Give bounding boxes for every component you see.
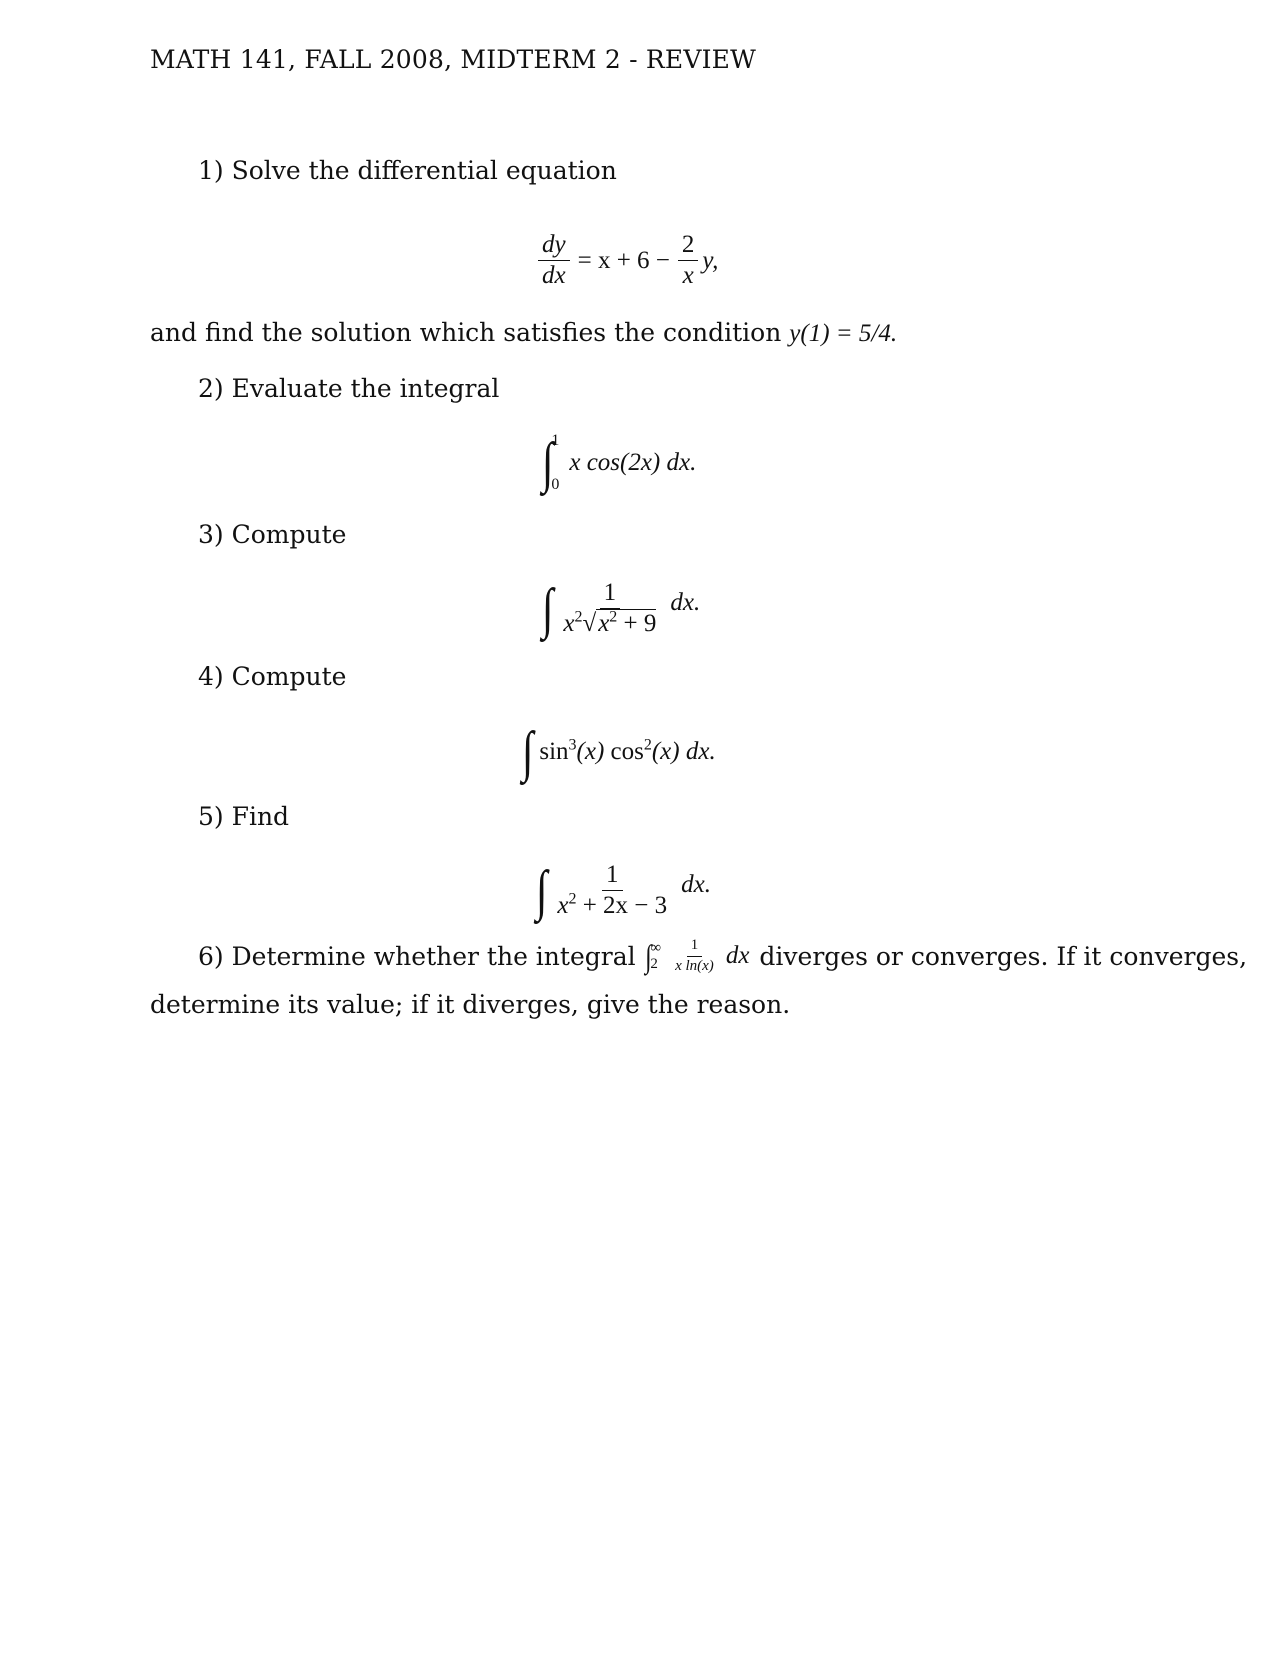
upper-limit: 1 [551,432,560,449]
problem-6-line-2: determine its value; if it diverges, give the reason. [150,990,791,1019]
problem-1-followup [150,318,897,348]
upper-limit: ∞ [650,939,662,956]
fraction-numerator: dy [538,232,570,261]
sqrt-icon: √ [582,610,597,638]
problem-6-line-1 [198,938,1247,975]
followup-text: and find the solution which satisfies the condition [150,318,782,347]
integral-sign: ∫ [521,721,534,783]
differential: dx. [685,738,716,765]
problem-2-integral [540,432,696,494]
den-base: x [563,610,575,638]
problem-2-intro: 2) Evaluate the integral [198,374,500,403]
lower-limit: 2 [650,956,658,973]
problem-6-rest: diverges or converges. If it converges, [759,941,1248,971]
cos-argument: (x) [651,738,680,765]
sin-argument: (x) [576,738,605,765]
problem-3-integral [540,577,701,640]
page-title: MATH 141, FALL 2008, MIDTERM 2 - REVIEW [150,45,757,74]
differential: dx. [670,588,701,616]
differential: dx [725,942,750,970]
fraction-denominator [559,609,660,637]
fraction-denominator: x [682,262,694,290]
den-exponent: 2 [574,608,583,626]
equation-tail: y, [702,246,719,274]
initial-condition: y(1) = 5/4. [789,320,898,347]
fraction-denominator: dx [542,262,566,290]
problem-3-intro: 3) Compute [198,520,347,549]
fraction-numerator: 1 [687,938,703,957]
fraction-numerator: 1 [602,862,623,891]
integrand-fraction [553,862,671,920]
sqrt-body [596,609,656,637]
equation-middle: = x + 6 − [577,246,670,274]
problem-5-intro: 5) Find [198,802,290,831]
integral-sign: ∫ [541,432,554,494]
cos-exponent: 2 [643,736,652,754]
sqrt-base: x [598,610,610,638]
problem-4-integral [520,721,716,783]
differential: dx. [681,870,712,898]
fraction-denominator [553,891,671,919]
lower-limit: 0 [551,476,560,493]
dy-dx-fraction [538,232,570,290]
integrand [539,738,715,766]
sqrt-tail: + 9 [617,610,657,638]
two-over-x-fraction [678,232,699,290]
integral-sign: ∫ [535,859,548,922]
integrand-fraction [671,938,718,975]
problem-5-integral [534,859,712,922]
sin-exponent: 3 [568,736,577,754]
fraction-denominator: x ln(x) [675,957,714,974]
integrand-fraction [559,580,660,638]
den-exponent: 2 [568,890,577,908]
fraction-numerator: 2 [678,232,699,261]
integral-sign: ∫ [644,938,652,975]
integrand: x cos(2x) dx. [569,449,697,476]
sqrt-exponent: 2 [609,608,618,626]
inline-integral [644,938,750,975]
problem-1-equation [534,232,718,290]
den-rest: + 2x − 3 [576,892,668,920]
integral-limits [650,940,661,973]
integral-sign: ∫ [541,577,554,640]
problem-4-intro: 4) Compute [198,662,347,691]
fraction-numerator: 1 [600,580,621,609]
problem-6-intro: 6) Determine whether the integral [198,941,636,971]
sin-func: sin [539,738,569,765]
cos-func: cos [610,738,644,765]
problem-1-intro: 1) Solve the differential equation [198,156,617,185]
den-base: x [557,892,569,920]
